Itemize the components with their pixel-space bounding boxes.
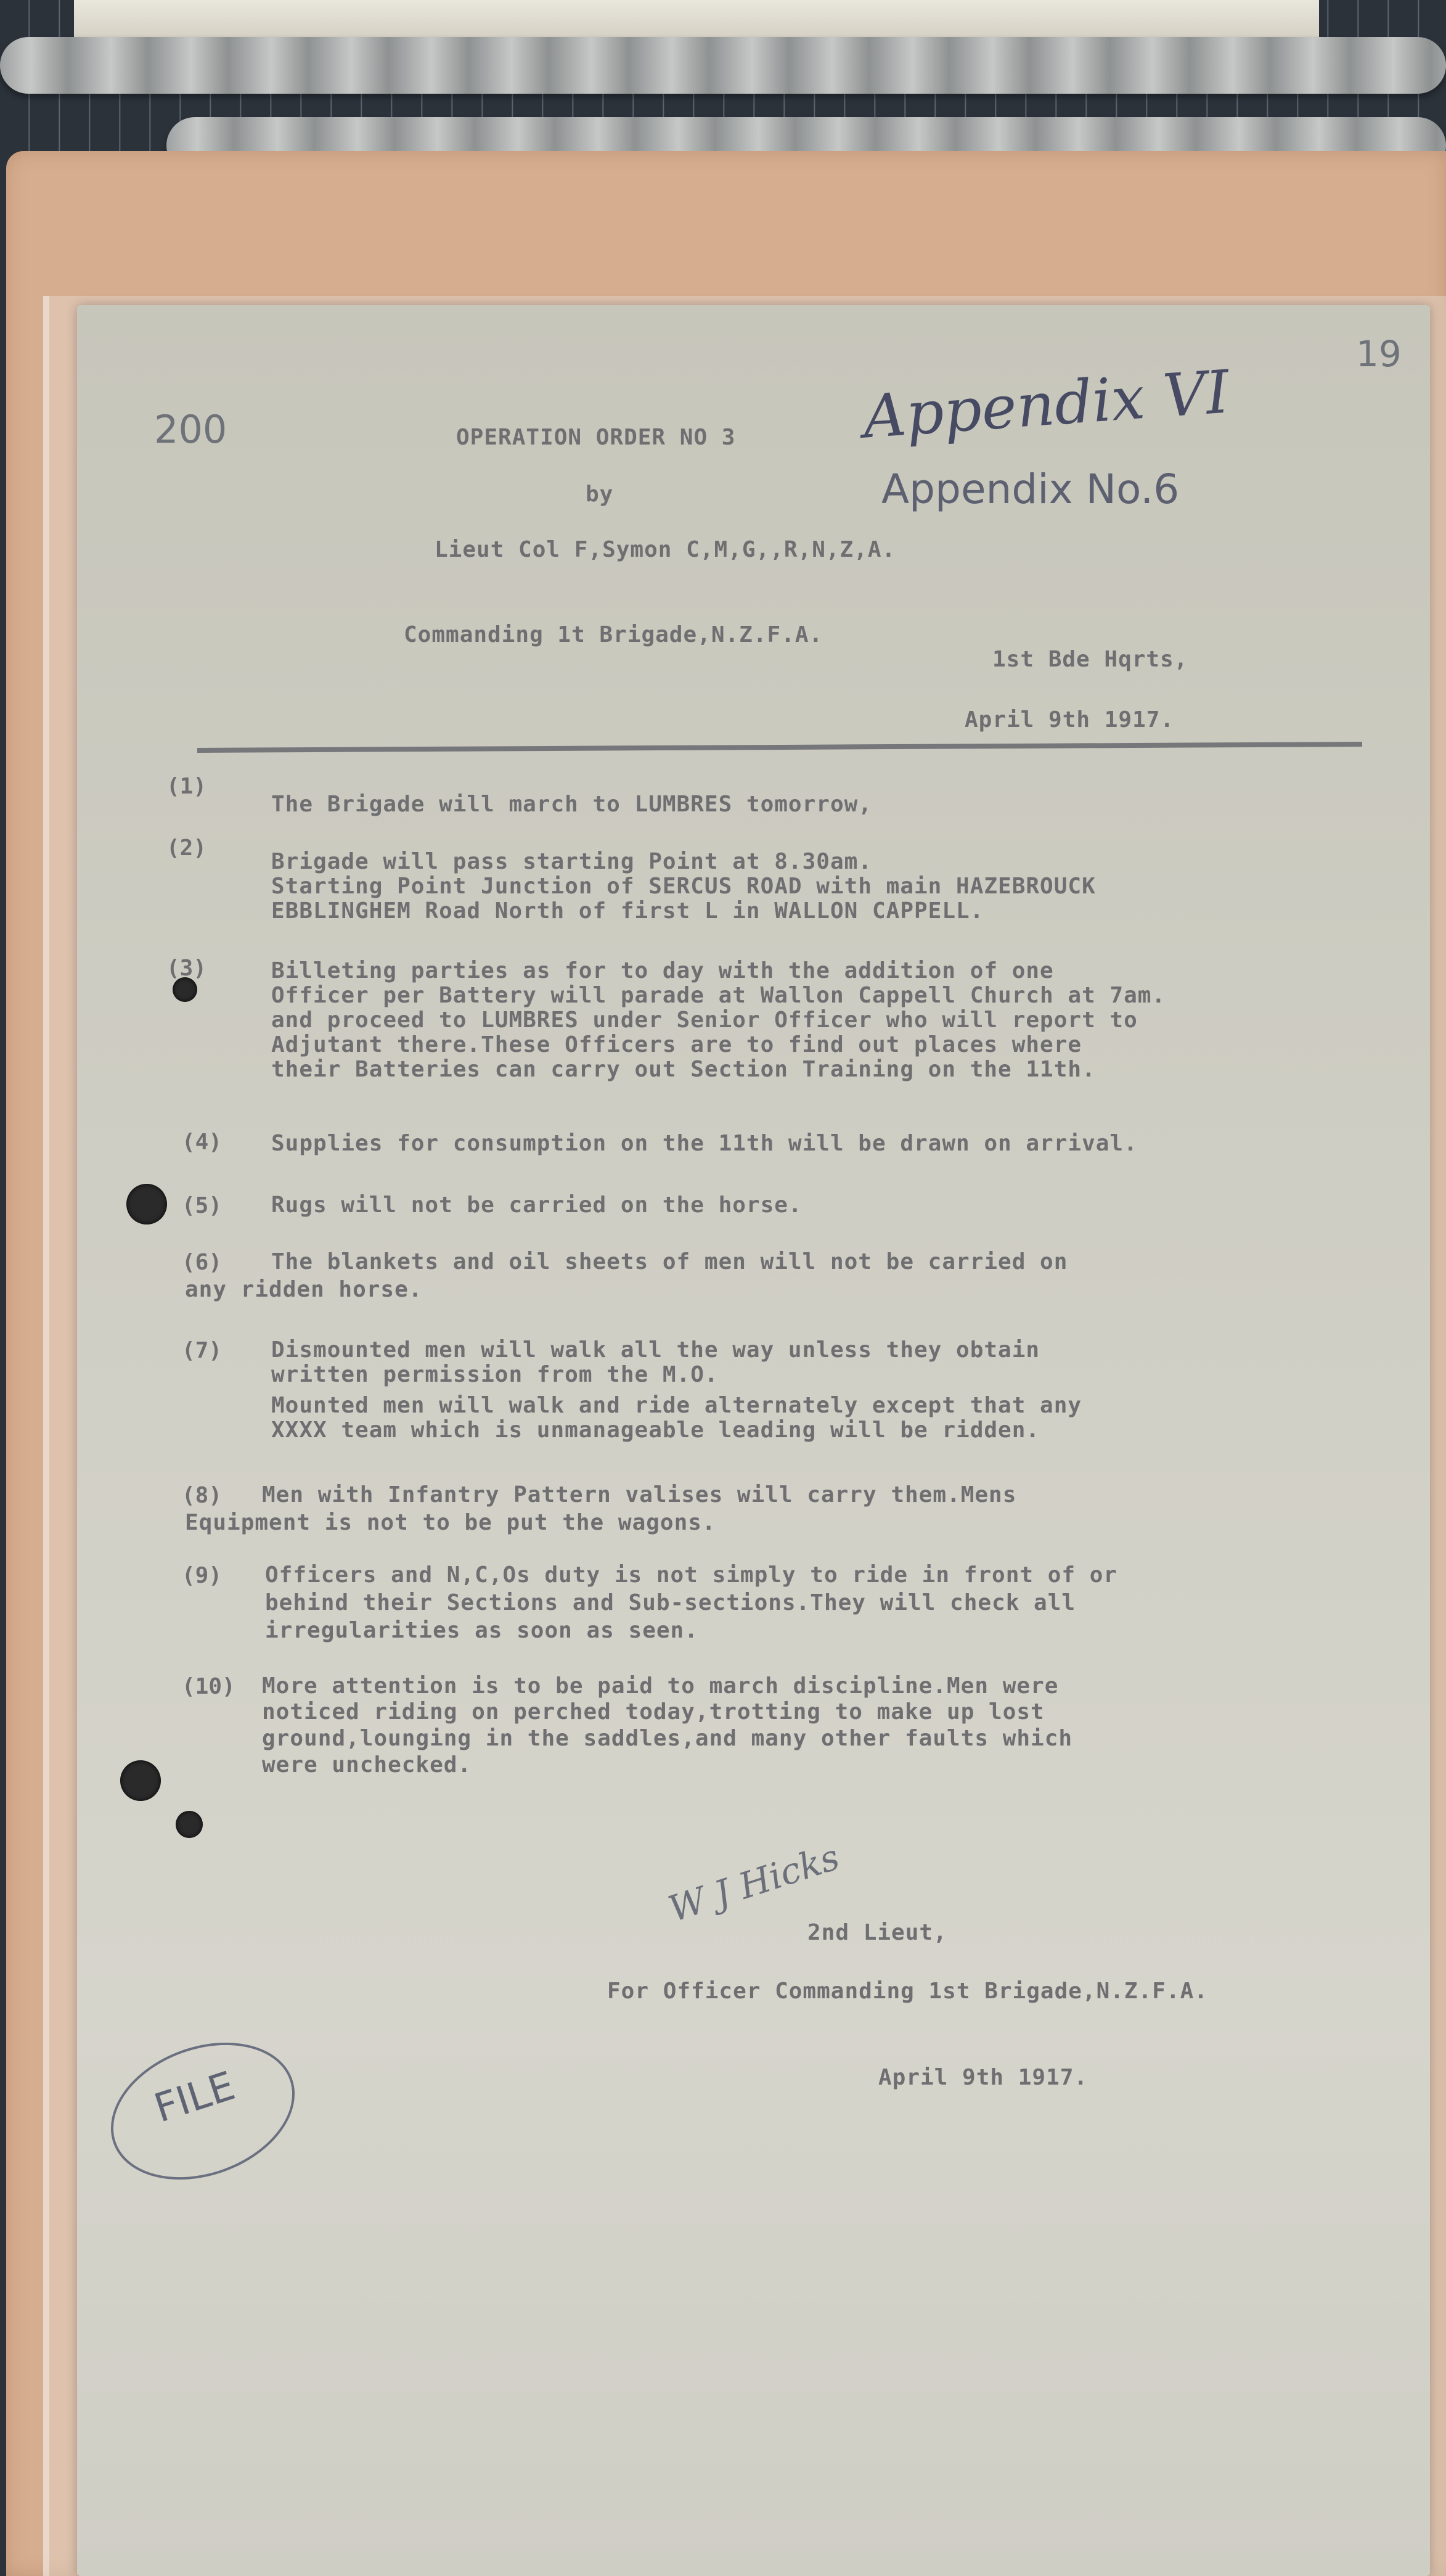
item-number: (2) — [166, 835, 207, 861]
item-line: behind their Sections and Sub-sections.They will check all — [265, 1590, 1076, 1615]
item-line: Brigade will pass starting Point at 8.30am. — [271, 849, 872, 874]
item-line: noticed riding on perched today,trotting to make up lost — [262, 1699, 1045, 1725]
item-line: Starting Point Junction of SERCUS ROAD with main HAZEBROUCK — [271, 874, 1096, 899]
item-number: (6) — [182, 1250, 223, 1275]
closing-date: April 9th 1917. — [878, 2065, 1089, 2090]
item-line: More attention is to be paid to march discipline.Men were — [262, 1673, 1059, 1699]
for-officer-line: For Officer Commanding 1st Brigade,N.Z.F.A. — [607, 1979, 1208, 2004]
item-line: Rugs will not be carried on the horse. — [271, 1192, 803, 1218]
item-line: Dismounted men will walk all the way unless they obtain — [271, 1337, 1040, 1363]
binding-cord — [0, 37, 1446, 94]
item-line: Officers and N,C,Os duty is not simply to ride in front of or — [265, 1562, 1118, 1588]
item-number: (9) — [182, 1563, 223, 1588]
author-line: Lieut Col F,Symon C,M,G,,R,N,Z,A. — [435, 537, 896, 562]
item-line: Adjutant there.These Officers are to find out places where — [271, 1032, 1082, 1057]
item-line: Billeting parties as for to day with the addition of one — [271, 958, 1054, 983]
appendix-handwritten: Appendix VI — [860, 357, 1232, 452]
item-number: (8) — [182, 1483, 223, 1508]
item-line: any ridden horse. — [185, 1277, 423, 1302]
item-line: Officer per Battery will parade at Wallon Cappell Church at 7am. — [271, 983, 1166, 1008]
item-line: XXXX team which is unmanageable leading will be ridden. — [271, 1417, 1040, 1443]
item-number: (3) — [166, 956, 207, 981]
item-line: Equipment is not to be put the wagons. — [185, 1510, 716, 1535]
punch-hole — [126, 1184, 167, 1224]
item-line: Mounted men will walk and ride alternately except that any — [271, 1393, 1082, 1418]
item-line: Men with Infantry Pattern valises will carry them.Mens — [262, 1482, 1017, 1507]
item-line: and proceed to LUMBRES under Senior Officer who will report to — [271, 1007, 1138, 1033]
item-line: were unchecked. — [262, 1752, 472, 1778]
item-line: EBBLINGHEM Road North of first L in WALLON CAPPELL. — [271, 898, 984, 924]
reference-number: 200 — [154, 407, 227, 452]
rank-line: 2nd Lieut, — [807, 1920, 947, 1945]
commanding-line: Commanding 1t Brigade,N.Z.F.A. — [404, 622, 823, 647]
item-number: (1) — [166, 774, 207, 799]
punch-hole — [176, 1811, 203, 1838]
item-line: irregularities as soon as seen. — [265, 1618, 698, 1643]
punch-hole — [120, 1760, 161, 1801]
item-line: written permission from the M.O. — [271, 1362, 719, 1387]
location-line: 1st Bde Hqrts, — [992, 647, 1188, 672]
item-line: The blankets and oil sheets of men will not be carried on — [271, 1249, 1068, 1274]
signature: W J Hicks — [663, 1836, 844, 1930]
item-line: The Brigade will march to LUMBRES tomorrow, — [271, 792, 872, 817]
page-number: 19 — [1356, 333, 1402, 375]
item-number: (4) — [182, 1130, 223, 1155]
appendix-note: Appendix No.6 — [881, 466, 1180, 513]
file-stamp: FILE — [149, 2063, 240, 2132]
item-number: (10) — [182, 1674, 235, 1699]
document-title: OPERATION ORDER NO 3 — [456, 425, 736, 450]
date-line: April 9th 1917. — [965, 707, 1175, 732]
item-line: ground,lounging in the saddles,and many other faults which — [262, 1726, 1073, 1751]
item-line: Supplies for consumption on the 11th will be drawn on arrival. — [271, 1131, 1138, 1156]
by-line: by — [586, 482, 614, 507]
item-number: (7) — [182, 1338, 223, 1363]
punch-hole — [173, 977, 197, 1002]
item-number: (5) — [182, 1193, 223, 1218]
item-line: their Batteries can carry out Section Training on the 11th. — [271, 1057, 1096, 1082]
